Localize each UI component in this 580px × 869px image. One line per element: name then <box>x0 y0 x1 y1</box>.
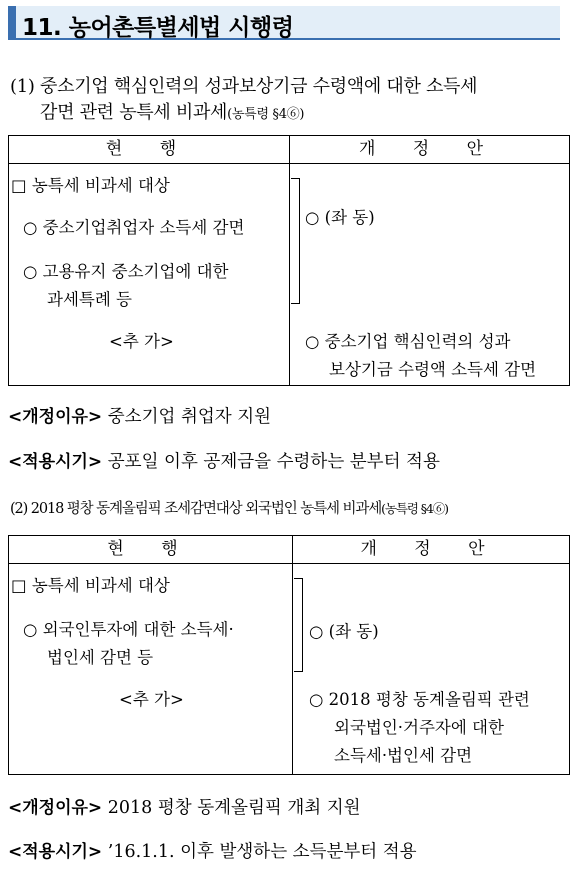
table2-proposed-new-line3: 소득세·법인세 감면 <box>334 746 473 765</box>
comparison-table-2 <box>8 535 570 775</box>
section2-reason <box>8 794 361 822</box>
section2-reason-text: 2018 평창 동계올림픽 개최 지원 <box>107 798 361 818</box>
table1-current-box: □ 농특세 비과세 대상 <box>11 176 170 195</box>
table1-col-proposed: 개 정 안 <box>358 139 500 159</box>
page-title: 11. 농어촌특별세법 시행령 <box>22 15 294 41</box>
table1-current-item2-line1: ○ 고용유지 중소기업에 대한 <box>23 262 229 281</box>
section-title-bar <box>8 6 560 40</box>
table1-bracket <box>291 178 300 304</box>
table1-current-added: <추 가> <box>109 332 174 351</box>
section2-heading-line <box>10 494 448 524</box>
section1-timing-label: <적용시기> <box>8 452 103 472</box>
table2-header <box>9 536 569 564</box>
table2-current-box: □ 농특세 비과세 대상 <box>11 576 170 595</box>
section2-reason-label: <개정이유> <box>8 798 103 818</box>
section1-reason-text: 중소기업 취업자 지원 <box>107 407 272 427</box>
comparison-table-1 <box>8 135 570 386</box>
section1-heading-text: 감면 관련 농특세 비과세 <box>40 102 228 123</box>
table2-proposed-same: ○ (좌 동) <box>309 622 379 641</box>
section1-timing <box>8 448 440 476</box>
table2-proposed-new-line2: 외국법인·거주자에 대한 <box>334 718 504 737</box>
section1-reason <box>8 403 271 431</box>
table2-col-proposed: 개 정 안 <box>360 539 501 559</box>
section2-timing-text: ’16.1.1. 이후 발생하는 소득분부터 적용 <box>107 842 417 862</box>
section1-reason-label: <개정이유> <box>8 407 103 427</box>
table2-bracket <box>294 578 303 672</box>
table2-current-added: <추 가> <box>119 690 184 709</box>
table1-current-item1: ○ 중소기업취업자 소득세 감면 <box>23 218 245 237</box>
table1-col-current: 현 행 <box>105 139 193 159</box>
section2-heading-text: (2) 2018 평창 동계올림픽 조세감면대상 외국법인 농특세 비과세 <box>10 501 382 517</box>
table1-divider <box>289 136 290 385</box>
table1-proposed-new-line2: 보상기금 수령액 소득세 감면 <box>329 360 537 379</box>
table2-current-item1-line1: ○ 외국인투자에 대한 소득세· <box>23 620 234 639</box>
section2-heading-ref: (농특령 §4⑥) <box>381 501 448 516</box>
table2-current-item1-line2: 법인세 감면 등 <box>47 648 154 667</box>
table2-col-current: 현 행 <box>107 539 194 559</box>
table1-proposed-new-line1: ○ 중소기업 핵심인력의 성과 <box>305 332 511 351</box>
table1-current-item2-line2: 과세특례 등 <box>47 290 132 309</box>
table1-proposed-same: ○ (좌 동) <box>305 208 375 227</box>
section1-heading-ref: (농특령 §4⑥) <box>227 107 305 122</box>
section1-heading-line2 <box>40 98 304 130</box>
section2-timing <box>8 838 417 866</box>
table2-divider <box>292 536 293 774</box>
table2-proposed-new-line1: ○ 2018 평창 동계올림픽 관련 <box>309 690 530 709</box>
section1-heading-line1: (1) 중소기업 핵심인력의 성과보상기금 수령액에 대한 소득세 <box>10 76 478 97</box>
section1-timing-text: 공포일 이후 공제금을 수령하는 분부터 적용 <box>107 452 440 472</box>
section2-timing-label: <적용시기> <box>8 842 103 862</box>
